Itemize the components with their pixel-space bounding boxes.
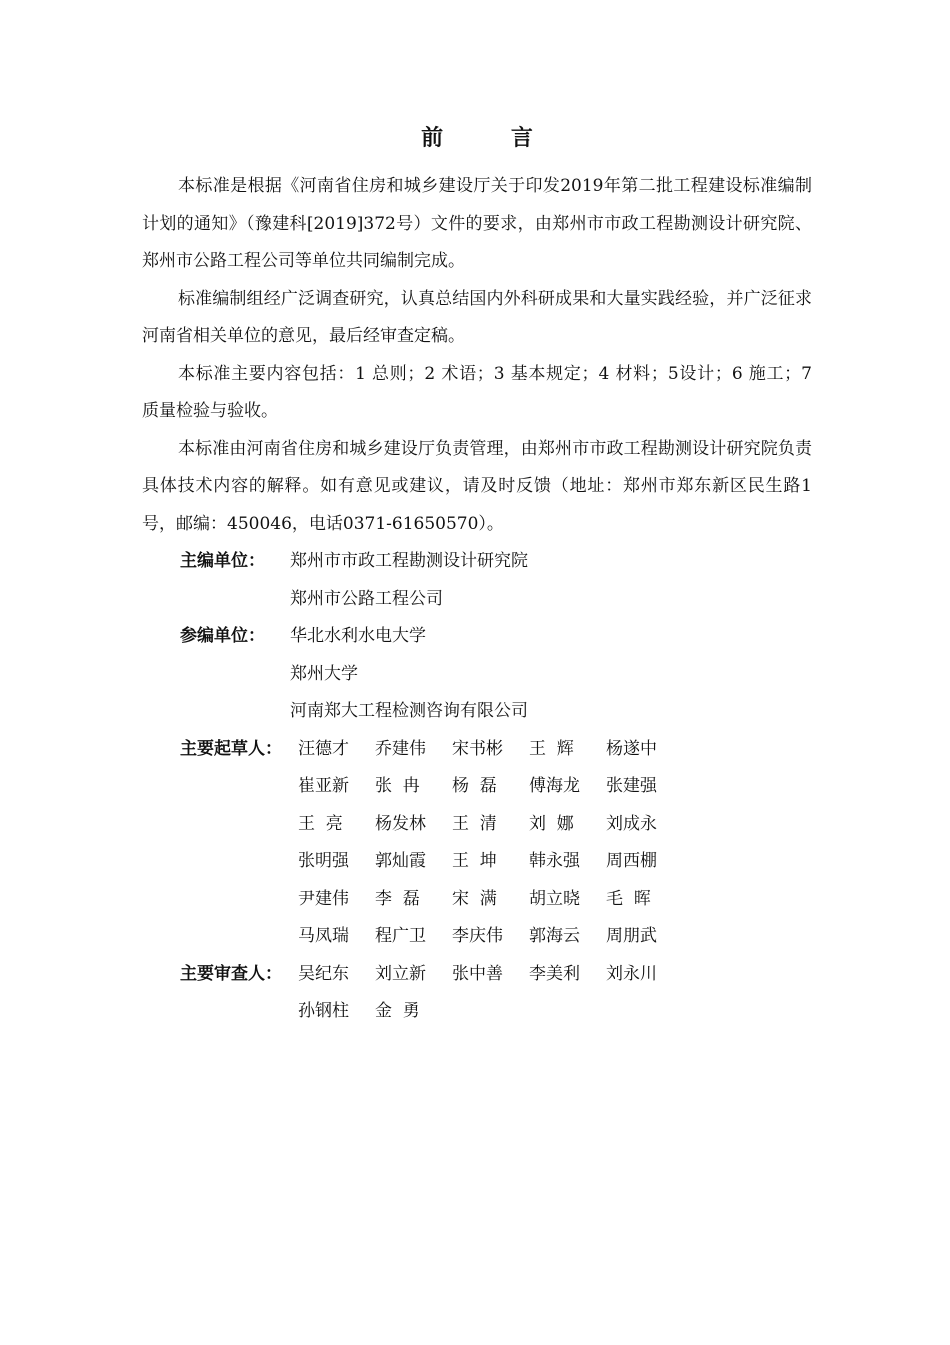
- drafter-name: 周朋武: [606, 926, 657, 946]
- participating-unit: 华北水利水电大学: [290, 626, 426, 646]
- reviewers-label: 主要审查人：: [180, 963, 282, 984]
- reviewer-name: 金 勇: [375, 1001, 420, 1021]
- page-title: 前 言: [421, 125, 563, 151]
- drafter-name: 张建强: [606, 776, 657, 796]
- reviewer-name: 刘立新: [375, 963, 426, 984]
- reviewer-name: 李美利: [529, 963, 580, 984]
- drafter-name: 郭灿霞: [375, 851, 426, 871]
- drafter-name: 王 坤: [452, 851, 497, 871]
- drafter-name: 李庆伟: [452, 926, 503, 946]
- drafter-name: 刘 娜: [529, 813, 574, 834]
- chief-units-section: [142, 543, 812, 618]
- drafter-name: 张 冉: [375, 776, 420, 796]
- drafter-name: 崔亚新: [298, 776, 349, 796]
- drafter-name: 周西棚: [606, 851, 657, 871]
- drafter-name: 杨 磊: [452, 776, 497, 796]
- drafter-name: 李 磊: [375, 888, 420, 909]
- drafter-name: 宋书彬: [452, 738, 503, 759]
- drafters-label: 主要起草人：: [180, 738, 282, 759]
- participating-unit: 郑州大学: [290, 663, 358, 684]
- drafter-name: 傅海龙: [529, 776, 580, 796]
- paragraph-contents: 本标准主要内容包括：1 总则；2 术语；3 基本规定；4 材料；5设计；6 施工；7 质量检验与验收。: [142, 363, 812, 421]
- drafter-name: 刘成永: [606, 813, 657, 834]
- drafter-name: 郭海云: [529, 926, 580, 946]
- reviewers-grid: [298, 956, 683, 1031]
- drafter-name: 王 清: [452, 813, 497, 834]
- drafter-name: 乔建伟: [375, 738, 426, 759]
- drafter-name: 王 亮: [298, 813, 343, 834]
- drafter-name: 尹建伟: [298, 888, 349, 909]
- drafter-name: 毛 晖: [606, 888, 651, 909]
- drafter-name: 汪德才: [298, 738, 349, 759]
- drafter-name: 张明强: [298, 851, 349, 871]
- drafter-name: 韩永强: [529, 851, 580, 871]
- drafter-name: 胡立晓: [529, 888, 580, 909]
- chief-units-label: 主编单位：: [180, 551, 265, 571]
- participating-units-label: 参编单位：: [180, 626, 265, 646]
- drafter-name: 宋 满: [452, 888, 497, 909]
- drafter-name: 杨遂中: [606, 738, 657, 759]
- drafter-name: 杨发林: [375, 813, 426, 834]
- drafter-name: 马凤瑞: [298, 926, 349, 946]
- paragraph-management: 本标准由河南省住房和城乡建设厅负责管理，由郑州市市政工程勘测设计研究院负责具体技术内容的解释。如有意见或建议，请及时反馈（地址：郑州市郑东新区民生路1号，邮编：450046，电话0371-61650570）。: [142, 438, 812, 534]
- drafter-name: 程广卫: [375, 926, 426, 946]
- participating-unit: 河南郑大工程检测咨询有限公司: [290, 701, 528, 721]
- drafters-section: [142, 731, 812, 956]
- drafters-grid: [298, 731, 683, 956]
- reviewer-name: 吴纪东: [298, 963, 349, 984]
- document-page: [142, 120, 812, 1031]
- paragraph-process: 标准编制组经广泛调查研究，认真总结国内外科研成果和大量实践经验，并广泛征求河南省相关单位的意见，最后经审查定稿。: [142, 288, 812, 346]
- drafter-name: 王 辉: [529, 738, 574, 759]
- reviewers-section: [142, 956, 812, 1031]
- participating-units-section: [142, 618, 812, 731]
- reviewer-name: 张中善: [452, 963, 503, 984]
- reviewer-name: 刘永川: [606, 963, 657, 984]
- paragraph-basis: 本标准是根据《河南省住房和城乡建设厅关于印发2019年第二批工程建设标准编制计划的通知》（豫建科[2019]372号）文件的要求，由郑州市市政工程勘测设计研究院、郑州市公路工程公司等单位共同编制完成。: [142, 176, 812, 271]
- chief-unit: 郑州市公路工程公司: [290, 588, 443, 609]
- chief-unit: 郑州市市政工程勘测设计研究院: [290, 551, 528, 571]
- reviewer-name: 孙钢柱: [298, 1001, 349, 1021]
